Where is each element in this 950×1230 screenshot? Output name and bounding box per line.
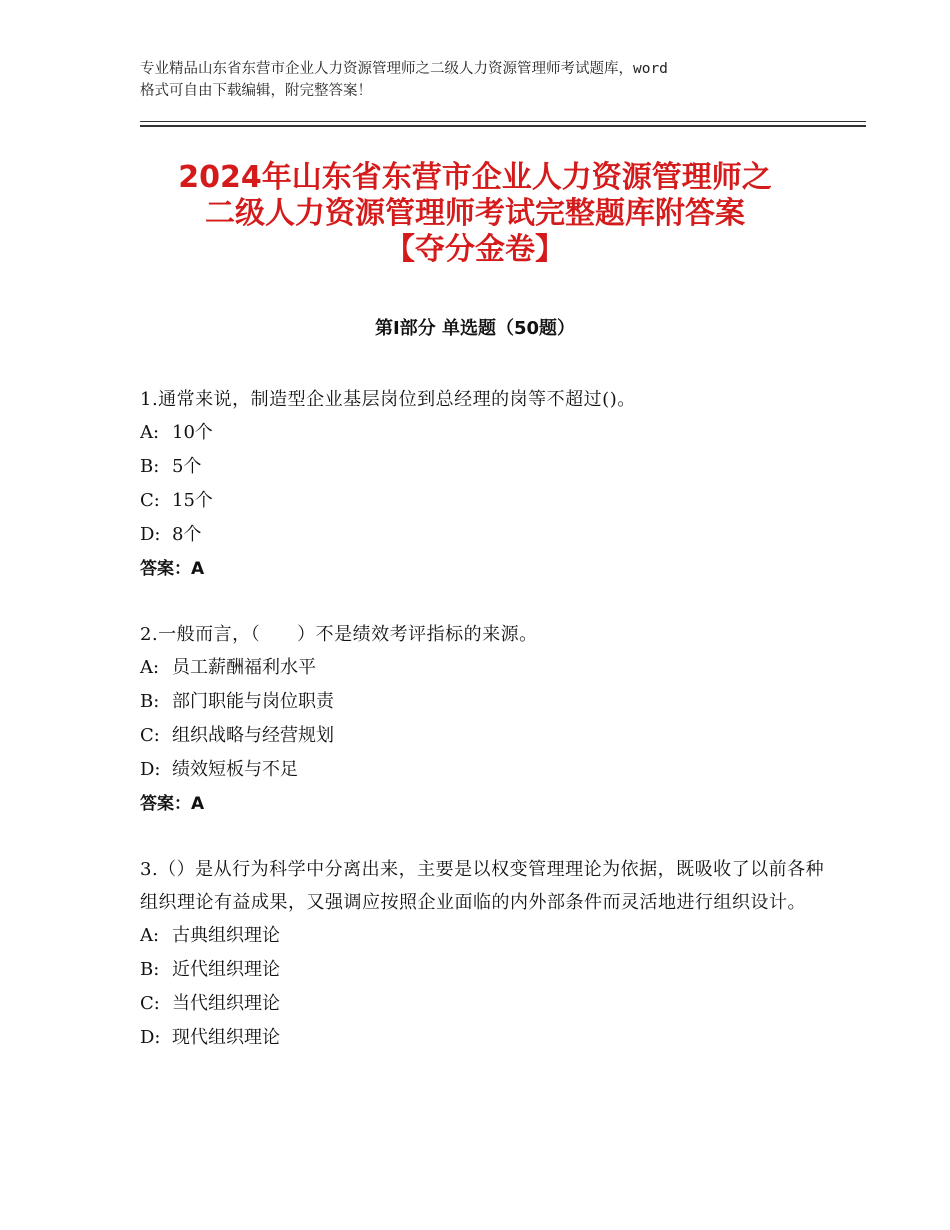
title-line-2: 二级人力资源管理师考试完整题库附答案	[205, 196, 745, 231]
document-title	[80, 160, 870, 268]
question-stem: 3.（）是从行为科学中分离出来，主要是以权变管理理论为依据，既吸收了以前各种组织理论有益成果，又强调应按照企业面临的内外部条件而灵活地进行组织设计。	[140, 859, 825, 913]
header-note	[140, 58, 830, 102]
header-note-line-1: 专业精品山东省东营市企业人力资源管理师之二级人力资源管理师考试题库，word	[140, 61, 668, 77]
option-key: B:	[140, 456, 160, 477]
answer-label: 答案：A	[140, 794, 205, 814]
question-stem: 2.一般而言，（ ）不是绩效考评指标的来源。	[140, 624, 538, 645]
option-key: C:	[140, 993, 160, 1014]
option-a	[140, 919, 830, 953]
option-a	[140, 651, 830, 685]
option-text: 员工薪酬福利水平	[172, 657, 316, 678]
option-text: 近代组织理论	[172, 959, 280, 980]
header-divider-thick	[140, 125, 866, 127]
option-c	[140, 987, 830, 1021]
header-divider-thin	[140, 121, 866, 122]
title-line-3: 【夺分金卷】	[385, 232, 565, 267]
question-3	[140, 853, 830, 1055]
option-text: 古典组织理论	[172, 925, 280, 946]
option-text: 部门职能与岗位职责	[172, 691, 334, 712]
option-b	[140, 450, 830, 484]
section-heading: 第Ⅰ部分 单选题（50题）	[374, 318, 575, 339]
option-text: 8个	[172, 524, 202, 545]
option-d	[140, 1021, 830, 1055]
option-d	[140, 518, 830, 552]
option-text: 组织战略与经营规划	[172, 725, 334, 746]
option-text: 15个	[172, 490, 213, 511]
option-key: A:	[140, 422, 160, 443]
option-b	[140, 685, 830, 719]
question-stem: 1.通常来说，制造型企业基层岗位到总经理的岗等不超过()。	[140, 389, 636, 410]
option-text: 现代组织理论	[172, 1027, 280, 1048]
answer-label: 答案：A	[140, 559, 205, 579]
option-d	[140, 753, 830, 787]
option-text: 10个	[172, 422, 213, 443]
option-c	[140, 484, 830, 518]
option-c	[140, 719, 830, 753]
option-key: A:	[140, 657, 160, 678]
option-key: D:	[140, 524, 161, 545]
question-list	[140, 383, 830, 1087]
title-line-1: 2024年山东省东营市企业人力资源管理师之	[178, 160, 772, 195]
option-text: 当代组织理论	[172, 993, 280, 1014]
question-1	[140, 383, 830, 586]
option-key: A:	[140, 925, 160, 946]
header-note-line-2: 格式可自由下载编辑，附完整答案！	[140, 83, 372, 99]
option-text: 5个	[172, 456, 202, 477]
option-key: C:	[140, 490, 160, 511]
option-key: D:	[140, 1027, 161, 1048]
option-b	[140, 953, 830, 987]
question-2	[140, 618, 830, 821]
option-key: B:	[140, 959, 160, 980]
option-key: B:	[140, 691, 160, 712]
option-text: 绩效短板与不足	[172, 759, 298, 780]
option-key: C:	[140, 725, 160, 746]
option-a	[140, 416, 830, 450]
option-key: D:	[140, 759, 161, 780]
